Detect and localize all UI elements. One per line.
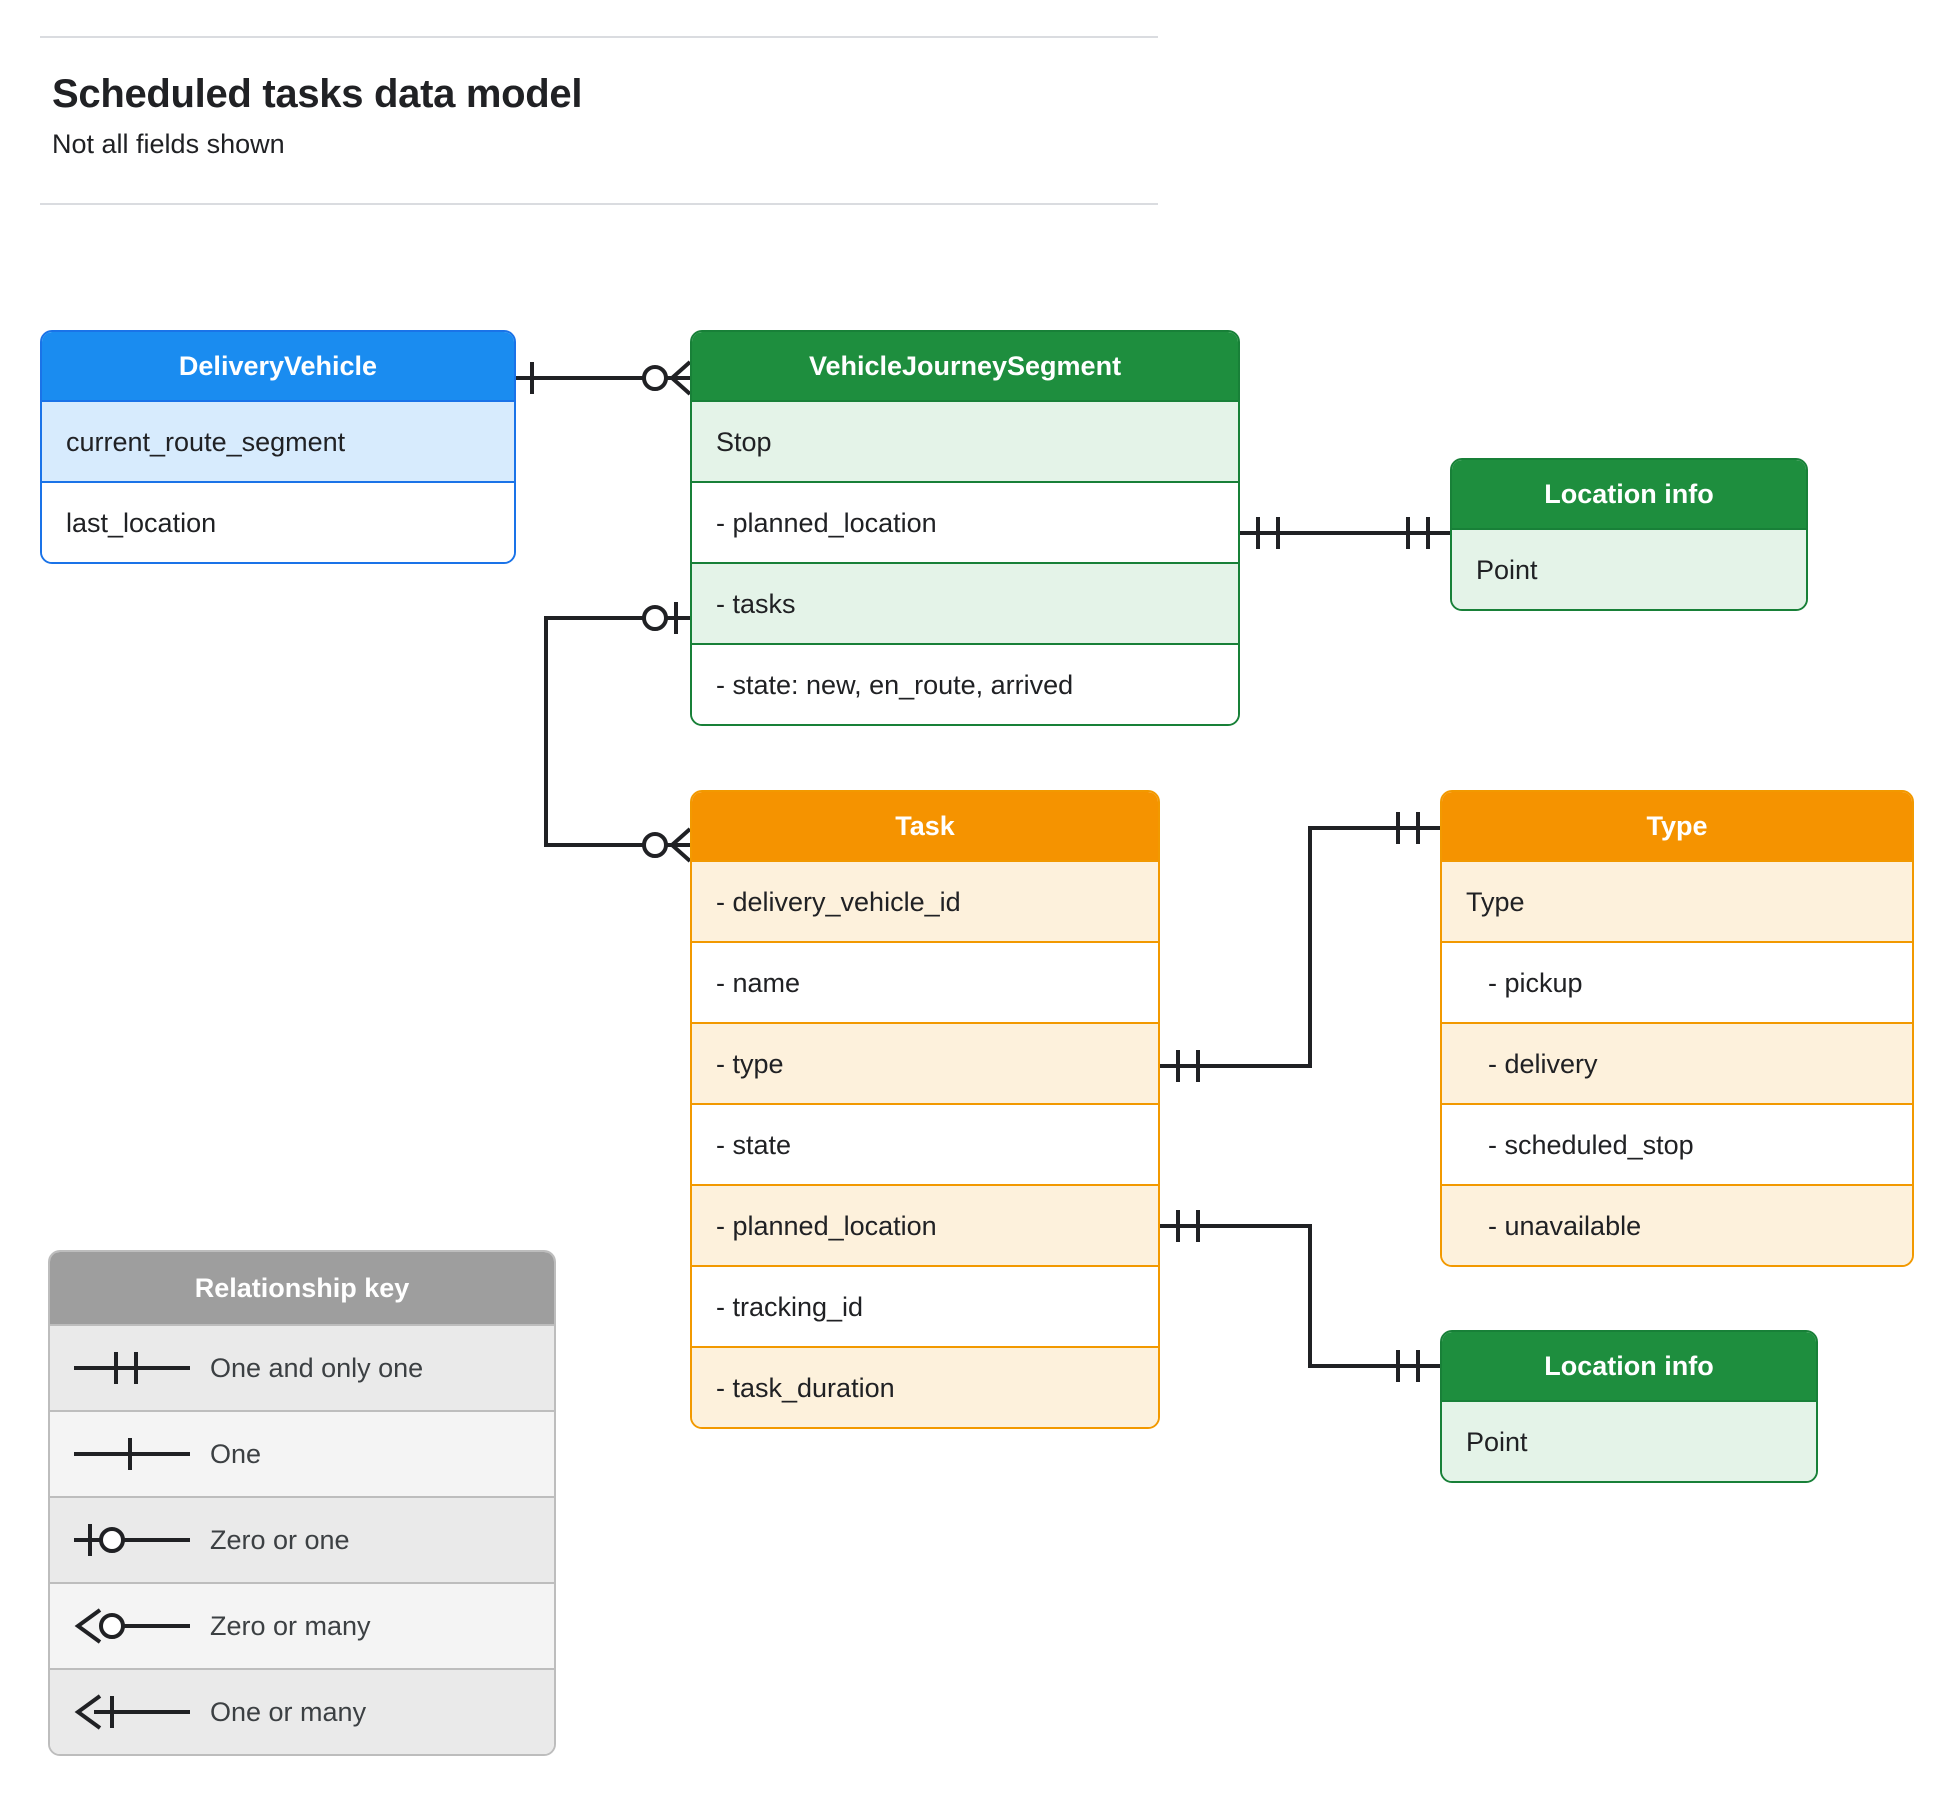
entity-title: DeliveryVehicle: [42, 332, 514, 400]
entity-title: Task: [692, 792, 1158, 860]
entity-field: - delivery_vehicle_id: [692, 860, 1158, 941]
key-label: One and only one: [210, 1352, 424, 1383]
page-subtitle: Not all fields shown: [52, 129, 285, 159]
entity-title: Type: [1442, 792, 1912, 860]
entity-location-info-top[interactable]: [1450, 458, 1808, 611]
key-row-zero-or-one: [50, 1496, 554, 1582]
one-icon: [50, 1411, 210, 1497]
key-row-one-or-many: [50, 1668, 554, 1754]
entity-field: - delivery: [1442, 1022, 1912, 1103]
entity-field: Point: [1442, 1400, 1816, 1481]
key-label: Zero or many: [210, 1610, 371, 1641]
entity-field: - unavailable: [1442, 1184, 1912, 1265]
entity-title: Location info: [1452, 460, 1806, 528]
key-label: One: [210, 1438, 262, 1469]
entity-field: - pickup: [1442, 941, 1912, 1022]
entity-field: - planned_location: [692, 481, 1238, 562]
key-row-zero-or-many: [50, 1582, 554, 1668]
page-title: Scheduled tasks data model: [52, 72, 583, 116]
relationship-key-title: Relationship key: [50, 1252, 554, 1324]
entity-field: - task_duration: [692, 1346, 1158, 1427]
entity-field: - tasks: [692, 562, 1238, 643]
key-label: One or many: [210, 1696, 367, 1727]
entity-field: - tracking_id: [692, 1265, 1158, 1346]
entity-field: - type: [692, 1022, 1158, 1103]
entity-field: Stop: [692, 400, 1238, 481]
entity-task[interactable]: [690, 790, 1160, 1429]
key-row-one-and-only-one: [50, 1324, 554, 1410]
entity-field: - scheduled_stop: [1442, 1103, 1912, 1184]
entity-field: Point: [1452, 528, 1806, 609]
entity-delivery-vehicle[interactable]: [40, 330, 516, 564]
entity-vehicle-journey-segment[interactable]: [690, 330, 1240, 726]
key-label: Zero or one: [210, 1524, 350, 1555]
entity-field: - planned_location: [692, 1184, 1158, 1265]
header-divider-top: [40, 36, 1158, 38]
zero-or-many-icon: [50, 1583, 210, 1669]
entity-title: Location info: [1442, 1332, 1816, 1400]
zero-or-one-icon: [50, 1497, 210, 1583]
entity-type[interactable]: [1440, 790, 1914, 1267]
header-divider-bottom: [40, 203, 1158, 205]
entity-field: current_route_segment: [42, 400, 514, 481]
relationship-key-panel: [48, 1250, 556, 1756]
one-and-only-one-icon: [50, 1325, 210, 1411]
entity-field: last_location: [42, 481, 514, 562]
entity-field: - state: [692, 1103, 1158, 1184]
entity-field: - name: [692, 941, 1158, 1022]
entity-field: - state: new, en_route, arrived: [692, 643, 1238, 724]
one-or-many-icon: [50, 1669, 210, 1755]
entity-field: Type: [1442, 860, 1912, 941]
entity-location-info-bottom[interactable]: [1440, 1330, 1818, 1483]
entity-title: VehicleJourneySegment: [692, 332, 1238, 400]
key-row-one: [50, 1410, 554, 1496]
